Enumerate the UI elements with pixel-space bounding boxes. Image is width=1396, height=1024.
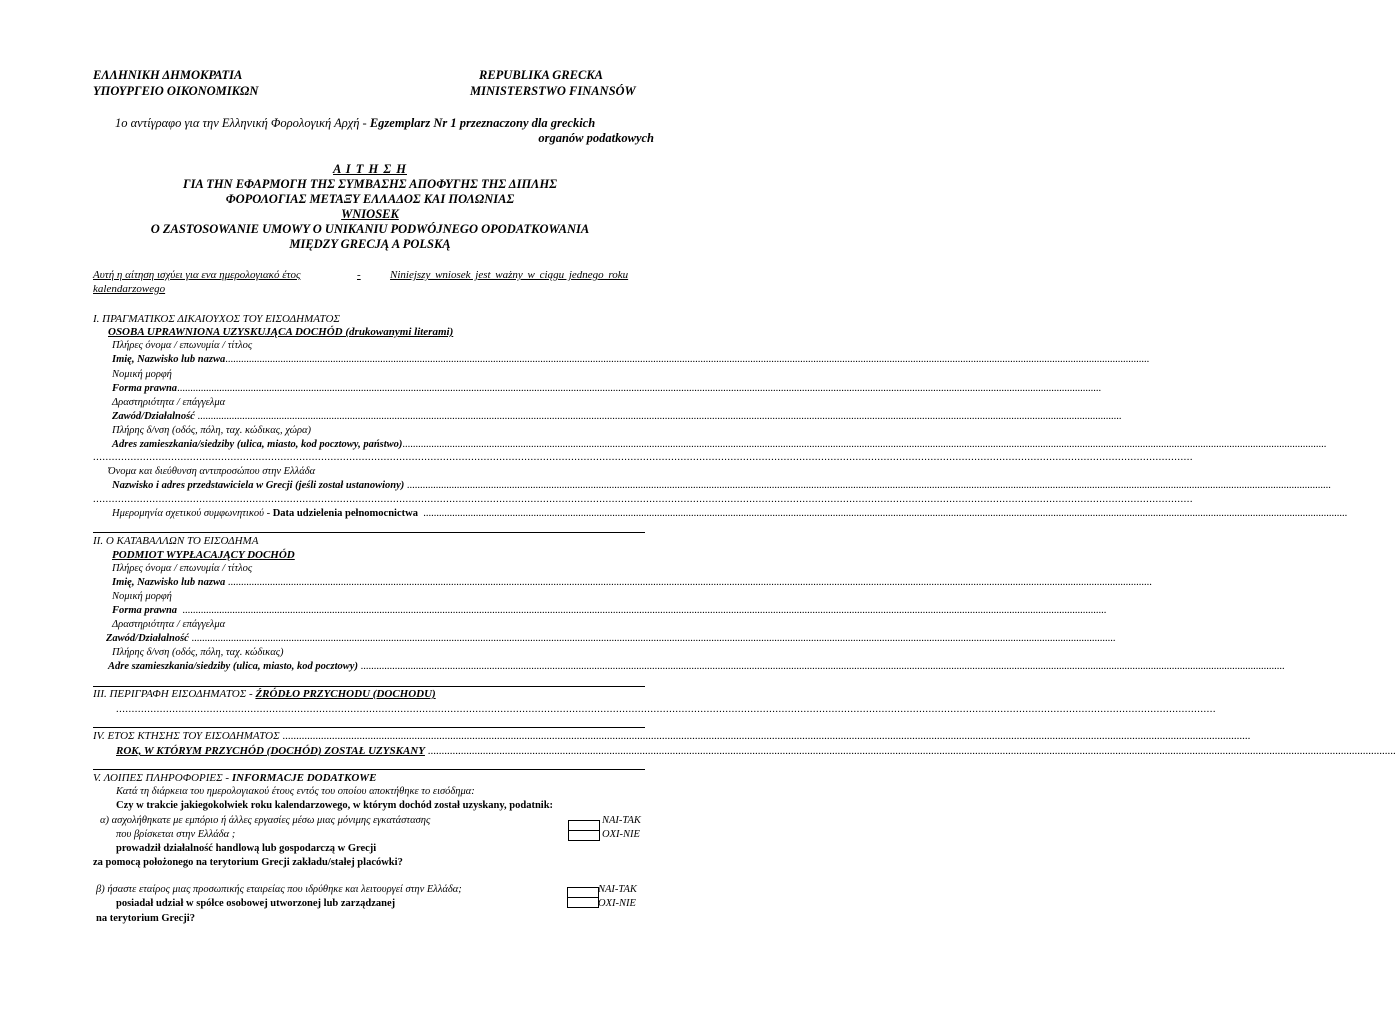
s1-form-polish: Forma prawna (112, 383, 178, 394)
s5-intro-greek: Κατά τη διάρκεια του ημερολογιακού έτους εντός του οποίου αποκτήθηκε το εισόδημα: (116, 786, 475, 797)
section1-heading-polish: OSOBA UPRAWNIONA UZYSKUJĄCA DOCHÓD (drukowanymi literami) (108, 326, 454, 338)
s1-name-polish: Imię, Nazwisko lub nazwa (112, 354, 226, 365)
s2-occupation-greek: Δραστηριότητα / επάγγελμα (112, 619, 226, 630)
s5-intro-polish: Czy w trakcie jakiegokolwiek roku kalendarzowego, w którym dochód został uzyskany, podatnik: (116, 800, 554, 811)
s1-poa-field[interactable] (112, 508, 1348, 519)
section2-heading-greek: II. Ο ΚΑΤΑΒΑΛΛΩΝ ΤΟ ΕΙΣΟΔΗΜΑ (93, 535, 259, 547)
s1-name-dots: ................................................................................................................................................................................................................................................................................................................................................................ (225, 354, 1150, 365)
s1-name-field[interactable] (112, 354, 1150, 365)
s2-occupation-dots: ................................................................................................................................................................................................................................................................................................................................................................ (191, 633, 1116, 644)
title-line3: ΦΟΡΟΛΟΓΙΑΣ ΜΕΤΑΞΥ ΕΛΛΑΔΟΣ ΚΑΙ ΠΟΛΩΝΙΑΣ (225, 192, 515, 206)
s1-address-field[interactable] (112, 439, 1327, 450)
title-line6: MIĘDZY GRECJĄ A POLSKĄ (289, 237, 451, 251)
s5-qb-no-checkbox[interactable] (567, 897, 599, 908)
s1-address-extra-line[interactable]: ................................................................................................................................................................................................................................................................................................................................................................ (93, 452, 1193, 463)
title-line5: O ZASTOSOWANIE UMOWY O UNIKANIU PODWÓJNEGO OPODATKOWANIA (150, 222, 590, 236)
s1-form-dots: ................................................................................................................................................................................................................................................................................................................................................................ (177, 383, 1102, 394)
s1-name-greek: Πλήρες όνομα / επωνυμία / τίτλος (112, 340, 253, 351)
s5-qa-greek-line2: που βρίσκεται στην Ελλάδα ; (116, 829, 236, 840)
section4-heading-polish: ROK, W KTÓRYM PRZYCHÓD (DOCHÓD) ZOSTAŁ UZYSKANY (116, 745, 425, 757)
title-line4: WNIOSEK (341, 207, 399, 221)
s2-address-dots: ................................................................................................................................................................................................................................................................................................................................................................ (360, 661, 1285, 672)
s4-greek-dots: ................................................................................................................................................................................................................................................................................................................................................................ (282, 730, 1251, 742)
s5-qb-polish-line2: na terytorium Grecji? (96, 913, 195, 924)
copy-note (115, 116, 595, 131)
validity-polish-line1: Niniejszy wniosek jest ważny w ciągu jednego roku (390, 269, 629, 281)
title-line2: ΓΙΑ ΤΗΝ ΕΦΑΡΜΟΓΗ ΤΗΣ ΣΥΜΒΑΣΗΣ ΑΠΟΦΥΓΗΣ ΤΗΣ ΔΙΠΛΗΣ (183, 177, 557, 191)
section1-divider (93, 532, 645, 533)
s5-qa-yes-label: NAI-TAK (602, 815, 641, 826)
s2-form-polish: Forma prawna (112, 605, 178, 616)
s1-form-field[interactable] (112, 383, 1102, 394)
section5-heading-polish: INFORMACJE DODATKOWE (231, 772, 377, 784)
section3-heading-greek: III. ΠΕΡΙΓΡΑΦΗ ΕΙΣΟΔΗΜΑΤΟΣ - (93, 688, 253, 700)
s2-form-field[interactable] (112, 605, 1107, 616)
s1-address-polish: Adres zamieszkania/siedziby (ulica, miasto, kod pocztowy, państwo) (112, 439, 403, 450)
s2-name-greek: Πλήρες όνομα / επωνυμία / τίτλος (112, 563, 253, 574)
s5-qb-no-label: OXI-NIE (598, 898, 636, 909)
s2-name-polish: Imię, Nazwisko lub nazwa (112, 577, 226, 588)
header-left-line1: ΕΛΛΗΝΙΚΗ ΔΗΜΟΚΡΑΤΙΑ (93, 68, 243, 82)
s1-poa-dots: ................................................................................................................................................................................................................................................................................................................................................................ (423, 508, 1348, 519)
s2-address-polish: Adre szamieszkania/siedziby (ulica, miasto, kod pocztowy) (108, 661, 358, 672)
s2-occupation-polish: Zawód/Działalność (106, 633, 189, 644)
copy-note-polish-line1: Egzemplarz Nr 1 przeznaczony dla greckich (369, 116, 596, 130)
s5-qa-no-checkbox[interactable] (568, 830, 600, 841)
section4-divider (93, 769, 645, 770)
validity-polish-line2: kalendarzowego (93, 283, 166, 295)
section5-heading-greek: V. ΛΟΙΠΕΣ ΠΛΗΡΟΦΟΡΙΕΣ - (93, 772, 230, 784)
s5-qa-polish-line1: prowadził działalność handlową lub gospodarczą w Grecji (116, 843, 377, 854)
s5-qb-yes-label: NAI-TAK (598, 884, 637, 895)
s1-address-greek: Πλήρης δ/νση (οδός, πόλη, ταχ. κώδικας, χώρα) (112, 425, 311, 436)
s5-qa-polish-line2: za pomocą położonego na terytorium Grecji zakładu/stałej placówki? (93, 857, 403, 868)
copy-note-polish-line2: organów podatkowych (538, 131, 654, 145)
section2-heading-polish: PODMIOT WYPŁACAJĄCY DOCHÓD (112, 549, 295, 561)
s3-income-line[interactable]: ................................................................................................................................................................................................................................................................................................................................................................ (116, 704, 1216, 715)
s2-form-greek: Νομική μορφή (112, 591, 172, 602)
s1-address-dots: ................................................................................................................................................................................................................................................................................................................................................................ (402, 439, 1327, 450)
s5-qa-greek-line1: α) ασχολήθηκατε με εμπόριο ή άλλες εργασίες μέσω μιας μόνιμης εγκατάστασης (100, 815, 431, 826)
validity-greek: Αυτή η αίτηση ισχύει για ενα ημερολογιακό έτος (93, 269, 301, 281)
s1-occupation-field[interactable] (112, 411, 1122, 422)
s1-rep-field[interactable] (112, 480, 1331, 491)
header-right-line1: REPUBLIKA GRECKA (479, 68, 603, 82)
validity-dash: - (357, 269, 361, 281)
s5-qa-no-label: OXI-NIE (602, 829, 640, 840)
copy-note-greek: 1ο αντίγραφο για την Ελληνική Φορολογική Αρχή - (115, 116, 367, 130)
header-left-line2: ΥΠΟΥΡΓΕΙΟ ΟΙΚΟΝΟΜΙΚΩΝ (93, 84, 259, 98)
section3-heading (93, 688, 436, 700)
s1-occupation-greek: Δραστηριότητα / επάγγελμα (112, 397, 226, 408)
s1-rep-greek: Όνομα και διεύθυνση αντιπροσώπου στην Ελλάδα (108, 466, 316, 477)
s1-form-greek: Νομική μορφή (112, 369, 172, 380)
section3-heading-polish: ŹRÓDŁO PRZYCHODU (DOCHODU) (255, 688, 436, 700)
s1-poa-polish: Data udzielenia pełnomocnictwa (272, 508, 418, 519)
s1-rep-polish: Nazwisko i adres przedstawiciela w Grecji (jeśli został ustanowiony) (112, 480, 405, 491)
s2-form-dots: ................................................................................................................................................................................................................................................................................................................................................................ (182, 605, 1107, 616)
s2-name-dots: ................................................................................................................................................................................................................................................................................................................................................................ (227, 577, 1152, 588)
section5-heading (93, 772, 376, 784)
s1-occupation-dots: ................................................................................................................................................................................................................................................................................................................................................................ (197, 411, 1122, 422)
section4-heading-greek: IV. ΕΤΟΣ ΚΤΗΣΗΣ ΤΟΥ ΕΙΣΟΔΗΜΑΤΟΣ (93, 730, 280, 742)
s1-occupation-polish: Zawód/Działalność (112, 411, 195, 422)
s2-address-field[interactable] (108, 661, 1285, 672)
s1-poa-greek: Ημερομηνία σχετικού συμφωνητικού - (112, 508, 271, 519)
section4-polish-field[interactable] (116, 745, 1396, 757)
s1-rep-extra-line[interactable]: ................................................................................................................................................................................................................................................................................................................................................................ (93, 494, 1193, 505)
title-line1: Α Ι Τ Η Σ Η (333, 162, 407, 176)
section3-divider (93, 727, 645, 728)
section4-heading-field[interactable] (93, 730, 1251, 742)
header-right-line2: MINISTERSTWO FINANSÓW (470, 84, 636, 98)
section2-divider (93, 686, 645, 687)
section1-heading-greek: I. ΠΡΑΓΜΑΤΙΚΟΣ ΔΙΚΑΙΟΥΧΟΣ ΤΟΥ ΕΙΣΟΔΗΜΑΤΟΣ (93, 313, 340, 325)
s2-address-greek: Πλήρης δ/νση (οδός, πόλη, ταχ. κώδικας) (112, 647, 284, 658)
s5-qb-greek: β) ήσαστε εταίρος μιας προσωπικής εταιρείας που ιδρύθηκε και λειτουργεί στην Ελλάδα; (96, 884, 462, 895)
s4-polish-dots: ................................................................................................................................................................................................................................................................................................................................................................ (427, 745, 1396, 757)
s2-name-field[interactable] (112, 577, 1152, 588)
s2-occupation-field[interactable] (106, 633, 1116, 644)
s5-qb-polish-line1: posiadał udział w spółce osobowej utworzonej lub zarządzanej (116, 898, 396, 909)
s1-rep-dots: ................................................................................................................................................................................................................................................................................................................................................................ (406, 480, 1331, 491)
